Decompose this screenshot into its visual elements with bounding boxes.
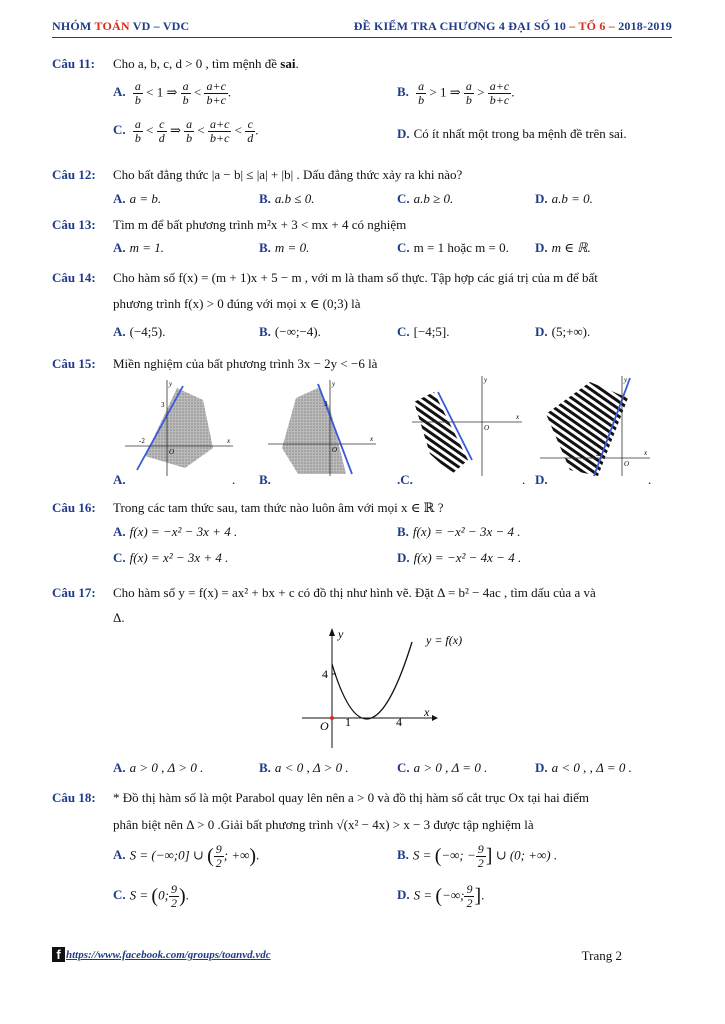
graph-15-c[interactable] [412,374,524,478]
svg-text:4: 4 [396,715,402,729]
svg-text:x: x [227,437,231,445]
svg-text:4: 4 [322,667,328,681]
question-text-11: Cho a, b, c, d > 0 , tìm mệnh đề sai. [113,56,299,71]
svg-text:3: 3 [161,401,165,409]
question-number-13: Câu 13: [52,217,96,232]
option-13-c[interactable]: C. m = 1 hoặc m = 0. [397,240,509,255]
question-text-17-line1: Cho hàm số y = f(x) = ax² + bx + c có đồ thị như hình vẽ. Đặt Δ = b² − 4ac , tìm dấu của a và [113,585,596,600]
option-16-d[interactable]: D. f(x) = −x² − 4x − 4 . [397,550,522,565]
header-right: ĐỀ KIỂM TRA CHƯƠNG 4 ĐẠI SỐ 10 – TỔ 6 – 2018-2019 [353,19,672,33]
question-text-18-line1: * Đồ thị hàm số là một Parabol quay lên nên a > 0 và đồ thị hàm số cắt trục Ox tại hai điểm [113,790,589,805]
option-14-a[interactable]: A. (−4;5). [113,324,166,339]
option-17-b[interactable]: B. a < 0 , Δ > 0 . [259,760,349,775]
svg-text:1: 1 [345,715,351,729]
page-number: Trang 2 [581,948,622,963]
option-15-c[interactable]: .C. [397,472,413,487]
parabola-curve [332,642,412,719]
option-16-a[interactable]: A. f(x) = −x² − 3x + 4 . [113,524,238,539]
option-11-b[interactable]: B. $\frac{a}{b}$ > 1 ⇒ $\frac{a}{b}$ > $\frac{a+c}{b+c}$ . [397,79,515,107]
option-12-d[interactable]: D. a.b = 0. [535,191,593,206]
option-13-d[interactable]: D. m ∈ ℝ. [535,240,591,255]
question-number-12: Câu 12: [52,167,96,182]
option-15-b[interactable]: B. [259,472,271,487]
option-18-d[interactable]: D. S = (−∞; $\frac{9}{2}$ ]. [397,882,485,910]
question-text-17-line2: Δ. [113,610,125,625]
option-14-d[interactable]: D. (5;+∞). [535,324,591,339]
option-17-a[interactable]: A. a > 0 , Δ > 0 . [113,760,204,775]
option-16-c[interactable]: C. f(x) = x² − 3x + 4 . [113,550,229,565]
svg-text:3: 3 [324,400,328,408]
question-number-17: Câu 17: [52,585,96,600]
shaded-region [414,392,468,474]
option-11-c[interactable]: C. $\frac{a}{b}$ < $\frac{c}{d}$ ⇒ $\frac{a}{b}$ < $\frac{a+c}{b+c}$ < $\frac{c}{d}$ . [113,117,259,145]
svg-text:y: y [624,376,628,384]
svg-text:y: y [332,380,336,388]
svg-text:y: y [169,380,173,388]
option-13-b[interactable]: B. m = 0. [259,240,310,255]
question-text-18-line2: phân biệt nên Δ > 0 .Giải bất phương trình √(x² − 4x) > x − 3 được tập nghiệm là [113,817,534,832]
origin-point [330,716,334,720]
option-14-c[interactable]: C. [−4;5]. [397,324,450,339]
svg-text:x: x [516,413,520,421]
graph-15-d[interactable] [540,374,652,478]
option-14-b[interactable]: B. (−∞;−4). [259,324,321,339]
svg-text:y: y [338,627,344,641]
page-footer [52,940,672,970]
option-13-a[interactable]: A. m = 1. [113,240,165,255]
svg-text:O: O [624,460,630,468]
question-number-16: Câu 16: [52,500,96,515]
svg-text:y: y [484,376,488,384]
option-18-b[interactable]: B. S = (−∞; − $\frac{9}{2}$ ] ∪ (0; +∞) . [397,842,558,870]
svg-text:y = f(x): y = f(x) [426,633,463,647]
option-17-c[interactable]: C. a > 0 , Δ = 0 . [397,760,488,775]
option-12-c[interactable]: C. a.b ≥ 0. [397,191,454,206]
option-16-b[interactable]: B. f(x) = −x² − 3x − 4 . [397,524,521,539]
question-number-18: Câu 18: [52,790,96,805]
option-11-d[interactable]: D. Có ít nhất một trong ba mệnh đề trên sai. [397,126,627,141]
svg-text:-2: -2 [139,437,145,445]
question-text-13: Tìm m để bất phương trình m²x + 3 < mx + 4 có nghiệm [113,217,407,232]
svg-text:x: x [644,449,648,457]
page-header [52,16,672,38]
option-15-a[interactable]: A. [113,472,126,487]
option-12-b[interactable]: B. a.b ≤ 0. [259,191,315,206]
option-12-a[interactable]: A. a = b. [113,191,162,206]
option-17-d[interactable]: D. a < 0 , , Δ = 0 . [535,760,632,775]
svg-text:O: O [169,448,175,456]
option-18-c[interactable]: C. S = (0; $\frac{9}{2}$ ). [113,882,189,910]
svg-text:x: x [424,705,430,719]
question-text-12: Cho bất đẳng thức |a − b| ≤ |a| + |b| . Dấu đẳng thức xảy ra khi nào? [113,167,463,182]
question-number-15: Câu 15: [52,356,96,371]
svg-text:x: x [370,435,374,443]
option-15-d[interactable]: D. [535,472,548,487]
shaded-region [546,382,628,476]
svg-text:O: O [320,719,329,733]
question-text-15: Miền nghiệm của bất phương trình 3x − 2y < −6 là [113,356,378,371]
facebook-group-link[interactable]: https://www.facebook.com/groups/toanvd.vdc [66,949,271,961]
option-11-a[interactable]: A. $\frac{a}{b}$ < 1 ⇒ $\frac{a}{b}$ < $\frac{a+c}{b+c}$ . [113,79,232,107]
question-number-11: Câu 11: [52,56,95,71]
option-18-a[interactable]: A. S = (−∞;0] ∪ ( $\frac{9}{2}$ ; +∞). [113,842,260,870]
shaded-region [145,388,213,468]
graph-15-b[interactable] [268,378,378,478]
header-left: NHÓM TOÁN VD – VDC [52,19,190,33]
svg-text:O: O [484,424,490,432]
svg-text:O: O [332,446,338,454]
svg-text:2: 2 [596,450,600,458]
facebook-icon: f [52,947,65,962]
question-text-14-line1: Cho hàm số f(x) = (m + 1)x + 5 − m , với m là tham số thực. Tập hợp các giá trị của m để bất [113,270,598,285]
question-text-14-line2: phương trình f(x) > 0 đúng với mọi x ∈ (0;3) là [113,296,361,311]
graph-15-a[interactable] [125,378,235,478]
question-number-14: Câu 14: [52,270,96,285]
parabola-graph[interactable] [298,624,488,750]
question-text-16: Trong các tam thức sau, tam thức nào luôn âm với mọi x ∈ ℝ ? [113,500,444,515]
